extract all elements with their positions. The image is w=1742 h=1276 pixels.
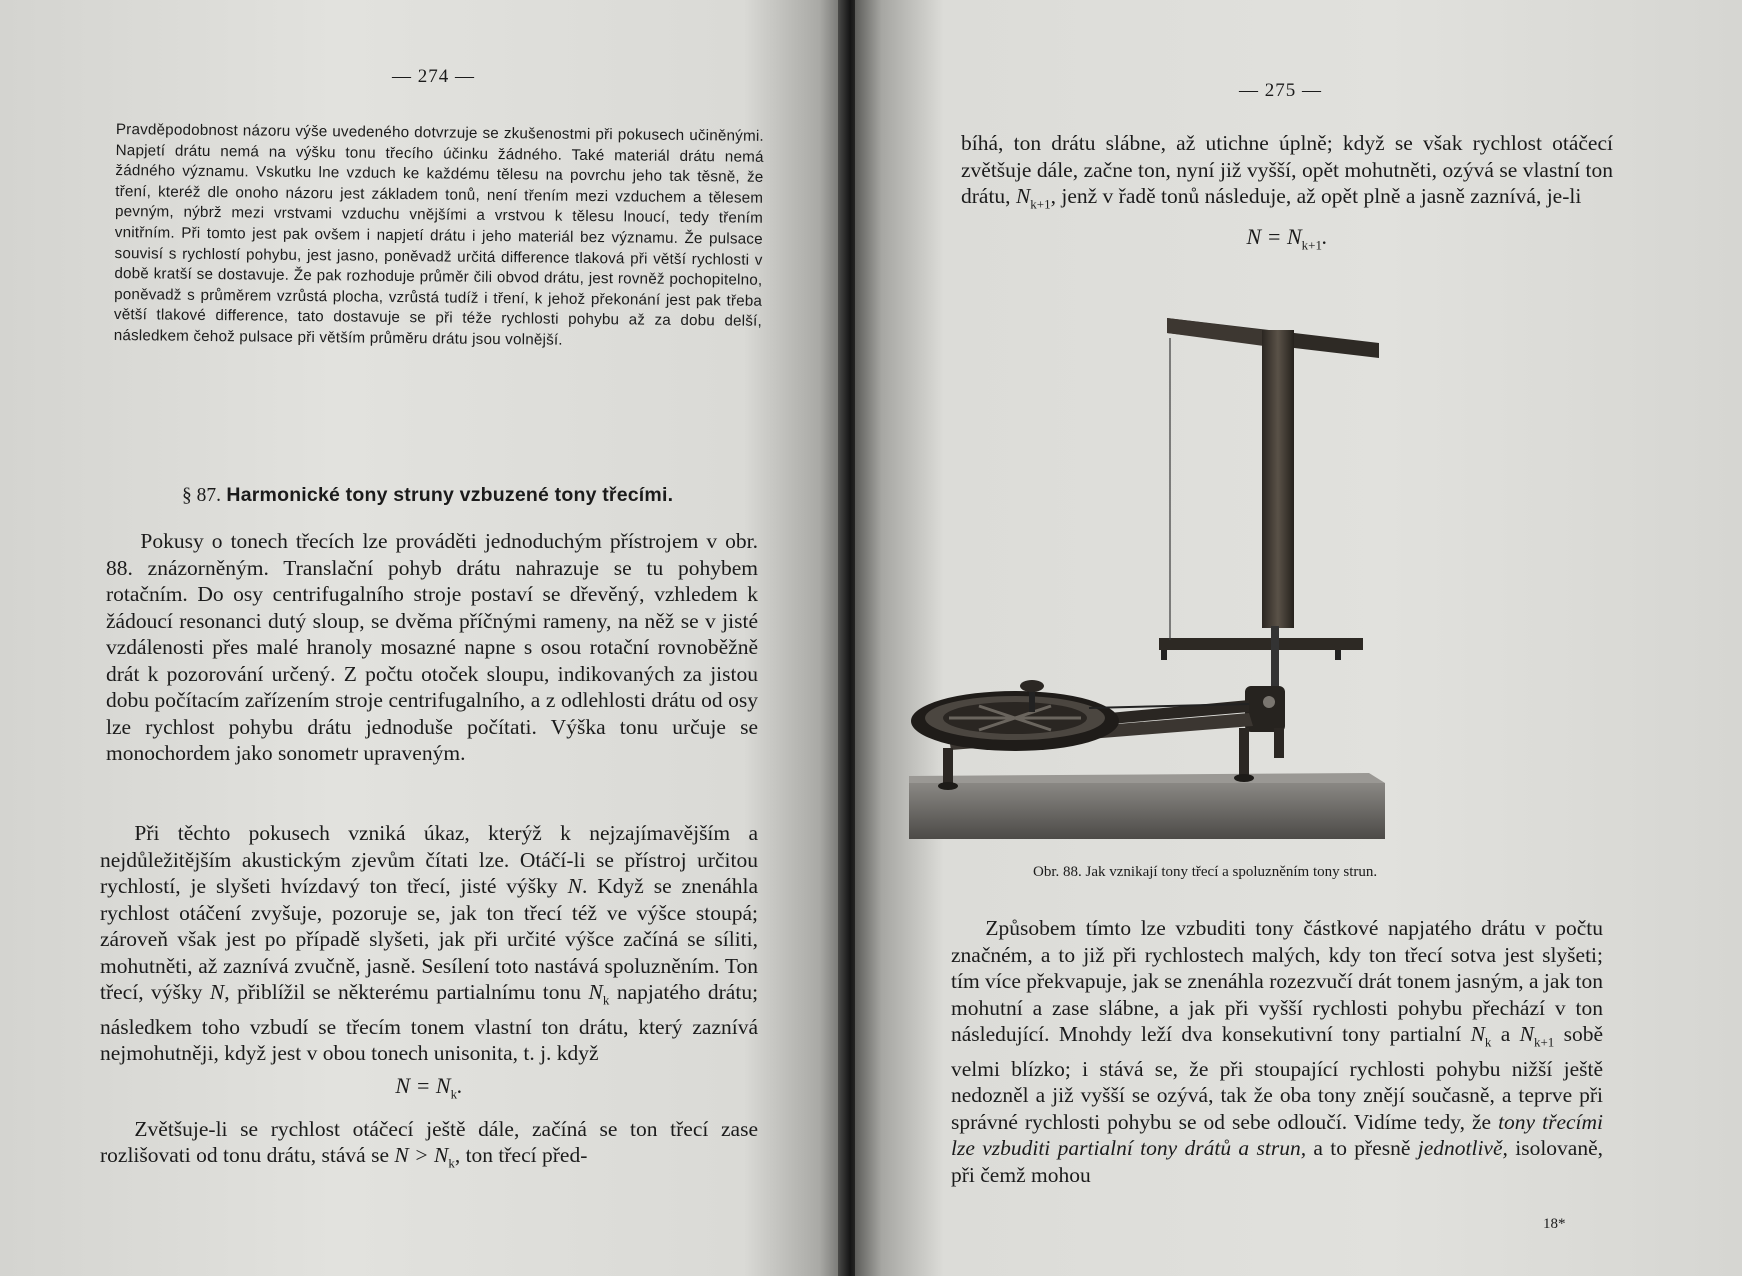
formula-1-main: N = N xyxy=(395,1072,451,1098)
paragraph-bottom xyxy=(951,915,1603,1188)
formula-2-main: N = N xyxy=(1246,223,1302,249)
paragraph-3-part-a: Zvětšuje-li se rychlost otáčecí ještě dále, začíná se ton třecí zase rozlišovati od tonu drátu, stává se xyxy=(100,1116,758,1168)
formula-1-end: . xyxy=(457,1072,463,1098)
paragraph-3-part-b: , ton třecí před- xyxy=(454,1143,588,1168)
var-nk-r-sub: k xyxy=(1484,1034,1492,1050)
paragraph-2: Při těchto pokusech vzniká úkaz, kterýž k nejzajímavějším a nejdůležitějším akustickým zjevům čítati lze. Otáčí-li se přístroj určitou rychlostí, je slyšeti hvízdavý ton třecí, jisté výšky N. Když se znenáhla rychlost otáčení zvyšuje, pozoruje se, jak ton třecí též ve výšce stoupá; zároveň však jest po případě slyšeti, jak při určité výšce začíná se síliti, mohutněti, až zaznívá zvučně, jasně. Sesílení toto nastává spoluzněním. Ton třecí, výšky N, přiblížil se některému partialnímu tonu $N_k$ napjatého drátu; následkem toho vzbudí se třecím tonem vlastní ton drátu, který zaznívá nejmohutněji, když jest v obou tonech unisonita, t. j. když xyxy=(100,821,759,1066)
paragraph-2-part-b: Když se znenáhla rychlost otáčení zvyšuje, pozoruje se, jak ton třecí též ve výšce stoupá; zároveň však jest po případě slyšeti, jak při určité výšce začíná se síliti, mohutněti, až zaznívá zvučně, jasně. Sesílení toto nastává spoluzněním. Ton třecí, výšky xyxy=(100,874,759,1004)
formula-n-equals-nk1 xyxy=(961,224,1613,259)
paragraph-top-part-a: bíhá, ton drátu slábne, až utichne úplně; když se však rychlost otáčecí zvětšuje dále, začne ton, nyní již vyšší, opět mohutněti, ozývá se vlastní ton drátu, xyxy=(961,131,1613,208)
paragraph-2-part-a: Při těchto pokusech vzniká úkaz, kterýž k nejzajímavějším a nejdůležitějším akustickým zjevům čítati lze. Otáčí-li se přístroj určitou rychlostí, je slyšeti hvízdavý ton třecí, jisté výšky xyxy=(100,821,758,898)
body-paragraph-bottom xyxy=(951,915,1603,1188)
paragraph-3 xyxy=(100,1116,758,1177)
var-n-2: N xyxy=(209,980,225,1004)
relation-sub: k xyxy=(448,1155,455,1171)
paragraph-1-text: Pokusy o tonech třecích lze prováděti jednoduchým přístrojem v obr. 88. znázorněným. Translační pohyb drátu nahrazuje se tu pohybem rotačním. Do osy centrifugalního stroje postaví se dřevěný, vzhledem k žádoucí resonanci dutý sloup, se dvěma příčnými rameny, na něž se v jisté vzdálenosti přes malé hranoly mosazné napne s osou rotační rovnoběžně drát k pozorování určený. Z počtu otoček sloupu, indikovaných za jistou dobu počítacím zařízením stroje centrifugalního, a z odlehlosti drátu od osy lze rychlost pohybu drátu jednoduše počítati. Výška tonu určuje se monochordem jako sonometr upraveným. xyxy=(106,529,758,765)
section-number: § 87. xyxy=(182,485,221,506)
base-board xyxy=(909,783,1385,839)
paragraph-top-part-b: , jenž v řadě tonů následuje, až opět plně a jasně zaznívá, je-li xyxy=(1050,184,1582,208)
formula-n-equals-nk xyxy=(100,1073,758,1108)
var-nk-base: N xyxy=(588,980,603,1004)
body-paragraph-1 xyxy=(106,528,758,767)
paragraph-bottom-and: a xyxy=(1500,1022,1511,1046)
paragraph-top xyxy=(961,130,1613,218)
formula-2-end: . xyxy=(1322,223,1328,249)
var-nk1-r-sub: k+1 xyxy=(1533,1034,1555,1050)
body-paragraph-2 xyxy=(100,820,758,1177)
var-n-k1: N xyxy=(1015,184,1031,208)
paragraph-bottom-part-b: sobě velmi blízko; i stává se, že při stoupající rychlosti pohybu nižší ještě nedozněl a již vyšší se ozývá, tak že oba tony znějí současně, a teprve při správné rychlosti pohybu se od sebe odloučí. Vidíme tedy, že xyxy=(951,1022,1604,1134)
signature-mark: 18* xyxy=(1543,1216,1566,1232)
page-number-right: — 275 — xyxy=(1239,80,1322,101)
var-n: N xyxy=(567,874,582,898)
page-number-left: — 274 — xyxy=(392,66,475,87)
paragraph-bottom-italic: tony třecími lze vzbuditi partialní tony drátů a strun, xyxy=(951,1109,1604,1161)
relation-n-gt-nk: N > N xyxy=(394,1143,449,1168)
paragraph-bottom-part-c: a to přesně xyxy=(1313,1136,1411,1161)
formula-2-sub: k+1 xyxy=(1301,237,1323,253)
right-page xyxy=(855,0,1742,1276)
section-title: Harmonické tony struny vzbuzené tony třecími. xyxy=(226,484,674,506)
left-page xyxy=(0,0,845,1276)
formula-1-sub: k xyxy=(450,1086,458,1102)
paragraph-bottom-italic-2: jednotlivě, xyxy=(1417,1136,1508,1161)
paragraph-2-part-c: přiblížil se některému partialnímu tonu xyxy=(237,980,582,1004)
body-paragraph-top xyxy=(961,130,1613,267)
section-heading xyxy=(182,484,742,507)
paragraph-2-part-d: napjatého drátu; následkem toho vzbudí se třecím tonem vlastní ton drátu, který zaznívá nejmohutněji, když jest v obou tonech unisonita, t. j. když xyxy=(100,980,759,1066)
figure-caption: Obr. 88. Jak vznikají tony třecí a spoluzněním tony strun. xyxy=(1033,864,1378,880)
var-nk1-r: N xyxy=(1519,1022,1534,1046)
figure-88-apparatus-illustration xyxy=(909,308,1441,840)
var-nk-sub: k xyxy=(602,992,610,1008)
paragraph-bottom-part-a: Způsobem tímto lze vzbuditi tony částkové napjatého drátu v počtu značném, a to již při rychlostech malých, kdy ton třecí sotva jest slyšeti; tím více překvapuje, jak se znenáhla rozezvučí drát tonem jasným, a jak ton mohutní a zase slábne, a jak při vyšší rychlosti pohybu přechází v ton následující. Mnohdy leží dva konsekutivní tony partialní xyxy=(951,916,1603,1046)
paragraph-bottom-part-d: isolovaně, při čemž mohou xyxy=(951,1136,1604,1187)
small-print-paragraph: Pravděpodobnost názoru výše uvedeného dotvrzuje se zkušenostmi při pokusech učiněnými. Napjetí drátu nemá na výšku tonu třecího účinku žádného. Také materiál drátu nemá žádného významu. Vskutku lne vzduch ke každému tělesu na povrchu jeho tak těsně, že tření, kteréž dle onoho názoru jest základem tonů, není třením mezi vzduchem a tělesem pevným, nýbrž mezi vrstvami vzduchu vnějšími a vrstvou k tělesu lnoucí, tedy třením vnitřním. Při tomto jest pak ovšem i napjetí drátu i jeho materiál bez významu. Že pulsace souvisí s rychlostí pohybu, jest jasno, poněvadž určitá difference tlaková při větší rychlosti v době kratší se dostavuje. Že pak rozhoduje průměr čili obvod drátu, jest rovněž pochopitelno, poněvadž s průměrem vzrůstá plocha, vzrůstá tudíž i tření, k jehož překonání jest pak třeba větší tlakové difference, tato dostavuje se při téže rychlosti pohybu až za dobu delší, následkem čehož pulsace při větším průměru drátu jsou volnější. xyxy=(113,120,764,349)
var-n-k1-sub: k+1 xyxy=(1030,196,1051,212)
var-nk-r: N xyxy=(1470,1022,1485,1046)
wooden-column xyxy=(1262,330,1294,628)
